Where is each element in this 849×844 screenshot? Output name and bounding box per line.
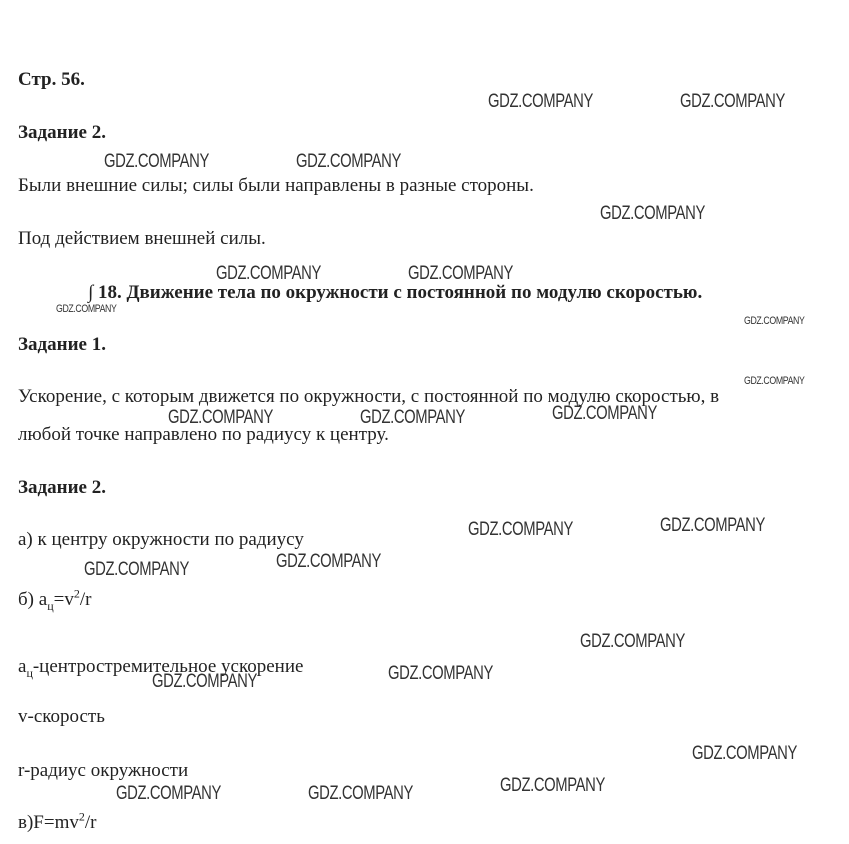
- answer-b-formula: б) $a_ц=v^2/r$: [18, 586, 92, 613]
- definition-velocity: v-скорость: [18, 706, 105, 727]
- task-1-answer-line-2: любой точке направлено по радиусу к центру.: [18, 424, 389, 445]
- watermark: GDZ.COMPANY: [276, 551, 381, 572]
- watermark: GDZ.COMPANY: [104, 151, 209, 172]
- watermark: GDZ.COMPANY: [56, 303, 117, 315]
- watermark: GDZ.COMPANY: [408, 263, 513, 284]
- answer-a: а) к центру окружности по радиусу: [18, 529, 304, 550]
- watermark: GDZ.COMPANY: [680, 91, 785, 112]
- answer-c-formula: $в)F=mv^2/r$: [18, 809, 97, 833]
- task-2-answer-line-2: Под действием внешней силы.: [18, 228, 266, 249]
- watermark: GDZ.COMPANY: [360, 407, 465, 428]
- watermark: GDZ.COMPANY: [152, 671, 257, 692]
- task-2-heading: Задание 2.: [18, 122, 106, 143]
- definition-acceleration: $a_ц$-центростремительное ускорение: [18, 656, 304, 680]
- watermark: GDZ.COMPANY: [744, 375, 805, 387]
- watermark: GDZ.COMPANY: [552, 403, 657, 424]
- watermark: GDZ.COMPANY: [84, 559, 189, 580]
- watermark: GDZ.COMPANY: [500, 775, 605, 796]
- task-2-answer-line-1: Были внешние силы; силы были направлены в разные стороны.: [18, 175, 534, 196]
- watermark: GDZ.COMPANY: [692, 743, 797, 764]
- watermark: GDZ.COMPANY: [744, 315, 805, 327]
- task-1-heading: Задание 1.: [18, 334, 106, 355]
- watermark: GDZ.COMPANY: [216, 263, 321, 284]
- definition-radius: r-радиус окружности: [18, 760, 189, 781]
- watermark: GDZ.COMPANY: [580, 631, 685, 652]
- watermark: GDZ.COMPANY: [488, 91, 593, 112]
- watermark: GDZ.COMPANY: [468, 519, 573, 540]
- task-1-answer-line-1: Ускорение, с которым движется по окружности, с постоянной по модулю скоростью, в: [18, 386, 720, 407]
- watermark: GDZ.COMPANY: [296, 151, 401, 172]
- section-title: ∫ 18. Движение тела по окружности с постоянной по модулю скоростью.: [88, 282, 703, 303]
- watermark: GDZ.COMPANY: [660, 515, 765, 536]
- watermark: GDZ.COMPANY: [308, 783, 413, 804]
- watermark: GDZ.COMPANY: [600, 203, 705, 224]
- page-number: Стр. 56.: [18, 69, 85, 90]
- task-2b-heading: Задание 2.: [18, 477, 106, 498]
- watermark: GDZ.COMPANY: [168, 407, 273, 428]
- watermark: GDZ.COMPANY: [116, 783, 221, 804]
- watermark: GDZ.COMPANY: [388, 663, 493, 684]
